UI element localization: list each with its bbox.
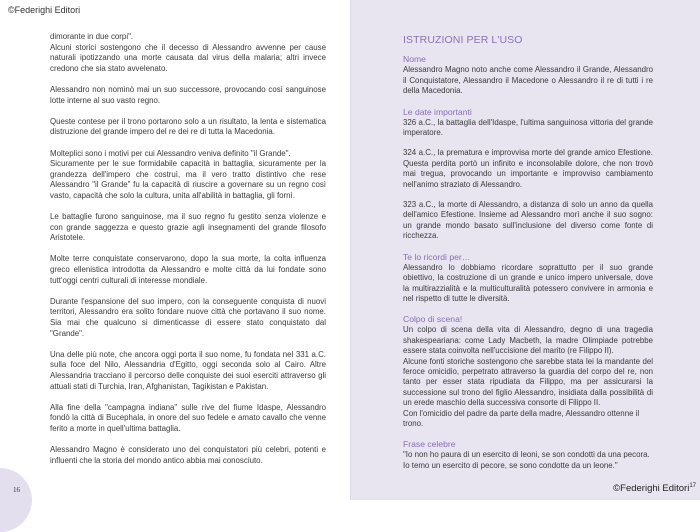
paragraph: Queste contese per il trono portarono solo a un risultato, la lenta e sistematica distruzione del grande impero del re dei re di tutta la Macedonia. [50, 116, 326, 137]
paragraph: Una delle più note, che ancora oggi porta il suo nome, fu fondata nel 331 a.C. sulla foce del Nilo, Alessandria d'Egitto, oggi seconda solo al Cairo. Altre Alessandria tracciano il percorso delle conquiste dei suoi eserciti attraverso gli attuali stati di Turchia, Iran, Afghanistan, Tagikistan e Pakistan. [50, 349, 326, 391]
section-heading: Le date importanti [403, 106, 472, 117]
paragraph: Durante l'espansione del suo impero, con la conseguente conquista di nuovi territori, Alessandro era solito fondare nuove città che portavano il suo nome. Sia mai che qualcuno si dimenticasse di essere stato conquistato dal "Grande". [50, 296, 326, 338]
left-page-body [50, 32, 326, 477]
quote: "Io non ho paura di un esercito di leoni, se son condotti da una pecora. Io temo un esercito di pecore, se sono condotte da un leone." [403, 450, 650, 470]
page-number-right: 17 [689, 483, 696, 489]
section-frase-celebre [403, 439, 653, 471]
paragraph: 323 a.C., la morte di Alessandro, a distanza di solo un anno da quella dell'amico Efestione. Insieme ad Alessandro morì anche il suo sogno: un grande mondo basato sull'inclusione del diverso come fonte di ricchezza. [403, 200, 653, 241]
copyright-footer [613, 483, 696, 494]
section-heading: Colpo di scena! [403, 314, 463, 325]
paragraph: Molte terre conquistate conservarono, dopo la sua morte, la colta influenza greco ellenistica introdotta da Alessandro e molte città da lui fondate sono tutt'oggi centri culturali di interesse mondiale. [50, 254, 326, 285]
paragraph: Molteplici sono i motivi per cui Alessandro veniva definito "il Grande". Sicuramente per le sue formidabile capacità in battaglia, sicuramente per la grandezza dell'impero che costruì, ma il vero tratto distintivo che rese Alessandro "il Grande" fu la capacità di riuscire a governare su un regno così vasto, capacità che solo la cultura, unita all'abilità in battaglia, gli fornì. [50, 148, 326, 200]
section-colpo-di-scena [403, 314, 653, 429]
paragraph: Con l'omicidio del padre da parte della madre, Alessandro ottenne il trono. [403, 408, 640, 428]
copyright-header: ©Federighi Editori [8, 5, 81, 15]
section-title: ISTRUZIONI PER L'USO [403, 34, 523, 46]
paragraph: dimorante in due corpi". Alcuni storici sostengono che il decesso di Alessandro avvenne per cause naturali ipotizzando una morte causata dal virus della malaria; altri invece credono che sia stato avvelenato. [50, 32, 326, 73]
paragraph: Un colpo di scena della vita di Alessandro, degno di una tragedia shakespeariana: come Lady Macbeth, la madre Olimpiade potrebbe essere stata coinvolta nell'uccisione del marito (re Filippo II). [403, 325, 653, 356]
instructions-box [403, 35, 653, 481]
paragraph: 326 a.C., la battaglia dell'Idaspe, l'ultima sanguinosa vittoria del grande imperatore. [403, 117, 653, 138]
left-page [0, 0, 350, 500]
copyright-footer-text: ©Federighi Editori [613, 483, 690, 495]
page-number-left: 16 [13, 486, 20, 494]
section-te-lo-ricordi [403, 252, 653, 305]
paragraph: Alla fine della "campagna indiana" sulle rive del fiume Idaspe, Alessandro fondò la città di Bucephala, in onore del suo fedele e amato cavallo che venne ferito a morte in quell'ultima battaglia. [50, 402, 326, 433]
page-number-circle [0, 468, 32, 532]
section-nome [403, 54, 653, 96]
paragraph: Alessandro lo dobbiamo ricordare soprattutto per il suo grande obiettivo, la costruzione di un grande e unico impero universale, dove la multirazzialità e la multiculturalità potessero convivere in armonia e nel rispetto di tutte le diversità. [403, 262, 653, 303]
paragraph: Alessandro non nominò mai un suo successore, provocando così sanguinose lotte interne al suo vasto regno. [50, 84, 326, 105]
section-date-importanti [403, 107, 653, 242]
section-heading: Frase celebre [403, 439, 456, 450]
section-heading: Nome [403, 54, 426, 65]
paragraph: Alcune fonti storiche sostengono che sarebbe stata lei la mandante del feroce omicidio, perpetrato attraverso la guardia del corpo del re, non tanto per esser stata ripudiata da Filippo, ma per assicurarsi la successione sul trono del figlio Alessandro, insidiata dalla possibilità di un erede maschio della successiva consorte di Filippo II. [403, 356, 653, 408]
right-page [350, 0, 700, 500]
paragraph: Alessandro Magno noto anche come Alessandro il Grande, Alessandro il Conquistatore, Alessandro il Macedone o Alessandro il re di tutti i re della Macedonia. [403, 65, 653, 96]
section-heading: Te lo ricordi per… [403, 251, 471, 262]
paragraph: Alessandro Magno è considerato uno dei conquistatori più celebri, potenti e influenti che la storia del mondo antico abbia mai conosciuto. [50, 445, 326, 465]
paragraph: 324 a.C., la prematura e improvvisa morte del grande amico Efestione. Questa perdita portò un infinito e inconsolabile dolore, che non trovò mai tregua, provocando un importante e improvviso cambiamento nell'animo straziato di Alessandro. [403, 148, 653, 189]
paragraph: Le battaglie furono sanguinose, ma il suo regno fu gestito senza violenze e con grande saggezza e questo grazie agli insegnamenti del grande filosofo Aristotele. [50, 212, 326, 243]
